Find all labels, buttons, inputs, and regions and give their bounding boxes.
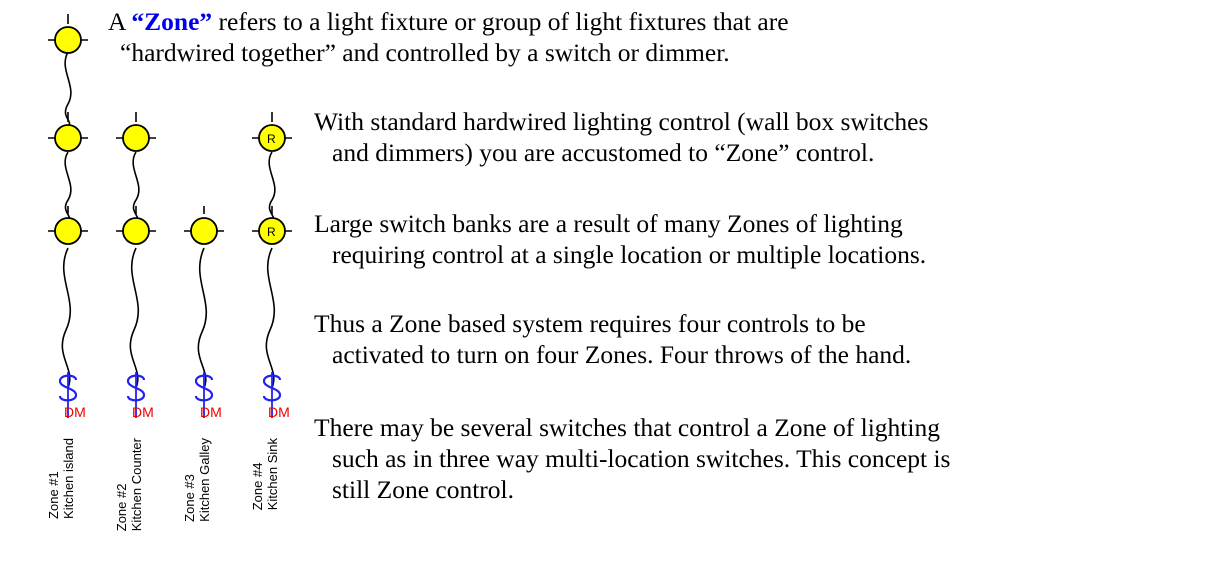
zone-2-caption-line1: Zone #2	[114, 483, 129, 532]
zone-1-caption-line2: Kitchen island	[61, 438, 76, 519]
paragraph-zone-definition	[108, 6, 1218, 68]
p5-line3: still Zone control.	[332, 475, 515, 504]
relay-label: R	[267, 132, 276, 146]
zone-term-highlight: “Zone”	[131, 7, 213, 36]
zone-3-group	[184, 206, 224, 420]
paragraph-multi-location	[314, 412, 1224, 505]
p3-line2: requiring control at a single location or multiple locations.	[332, 240, 927, 269]
light-fixture-icon	[55, 27, 81, 53]
zone-3-caption-line1: Zone #3	[182, 474, 197, 522]
zone-1-wire-c	[62, 248, 70, 388]
zone-1-caption	[46, 438, 76, 519]
zone-4-wire-b	[266, 248, 274, 388]
dimmer-label: DM	[64, 404, 86, 420]
paragraph-standard-control	[314, 106, 1214, 168]
zone-3-caption	[182, 438, 212, 522]
zone-2-caption	[114, 438, 144, 531]
dimmer-label: DM	[132, 404, 154, 420]
zone-4-caption	[250, 438, 280, 510]
zone-2-caption-line2: Kitchen Counter	[129, 438, 144, 532]
relay-label: R	[267, 225, 276, 239]
dimmer-label: DM	[268, 404, 290, 420]
paragraph-switch-banks	[314, 208, 1214, 270]
zone-2-group	[116, 112, 156, 420]
p5-line1: There may be several switches that control a Zone of lighting	[314, 413, 940, 442]
zone-1-caption-line1: Zone #1	[46, 471, 61, 519]
p1-line2: “hardwired together” and controlled by a switch or dimmer.	[120, 38, 730, 67]
p1-suffix: refers to a light fixture or group of light fixtures that are	[212, 7, 789, 36]
light-fixture-icon	[55, 125, 81, 151]
light-fixture-icon	[123, 125, 149, 151]
light-fixture-icon	[123, 218, 149, 244]
dimmer-label: DM	[200, 404, 222, 420]
zone-1-group	[48, 14, 88, 420]
zone-4-caption-line2: Kitchen Sink	[265, 438, 280, 511]
zone-2-wire-b	[130, 248, 138, 388]
zone-wiring-diagram	[0, 0, 310, 588]
p4-line2: activated to turn on four Zones. Four throws of the hand.	[332, 340, 912, 369]
zone-4-caption-line1: Zone #4	[250, 462, 265, 511]
light-fixture-icon	[191, 218, 217, 244]
p2-line2: and dimmers) you are accustomed to “Zone” control.	[332, 138, 875, 167]
zone-4-group	[252, 112, 292, 420]
p3-line1: Large switch banks are a result of many Zones of lighting	[314, 209, 903, 238]
p1-prefix: A	[108, 7, 132, 36]
zone-3-caption-line2: Kitchen Galley	[197, 438, 212, 522]
light-fixture-icon	[55, 218, 81, 244]
paragraph-four-controls	[314, 308, 1214, 370]
zone-3-wire-a	[198, 248, 206, 388]
p5-line2: such as in three way multi-location switches. This concept is	[332, 444, 951, 473]
p4-line1: Thus a Zone based system requires four controls to be	[314, 309, 866, 338]
p2-line1: With standard hardwired lighting control (wall box switches	[314, 107, 929, 136]
